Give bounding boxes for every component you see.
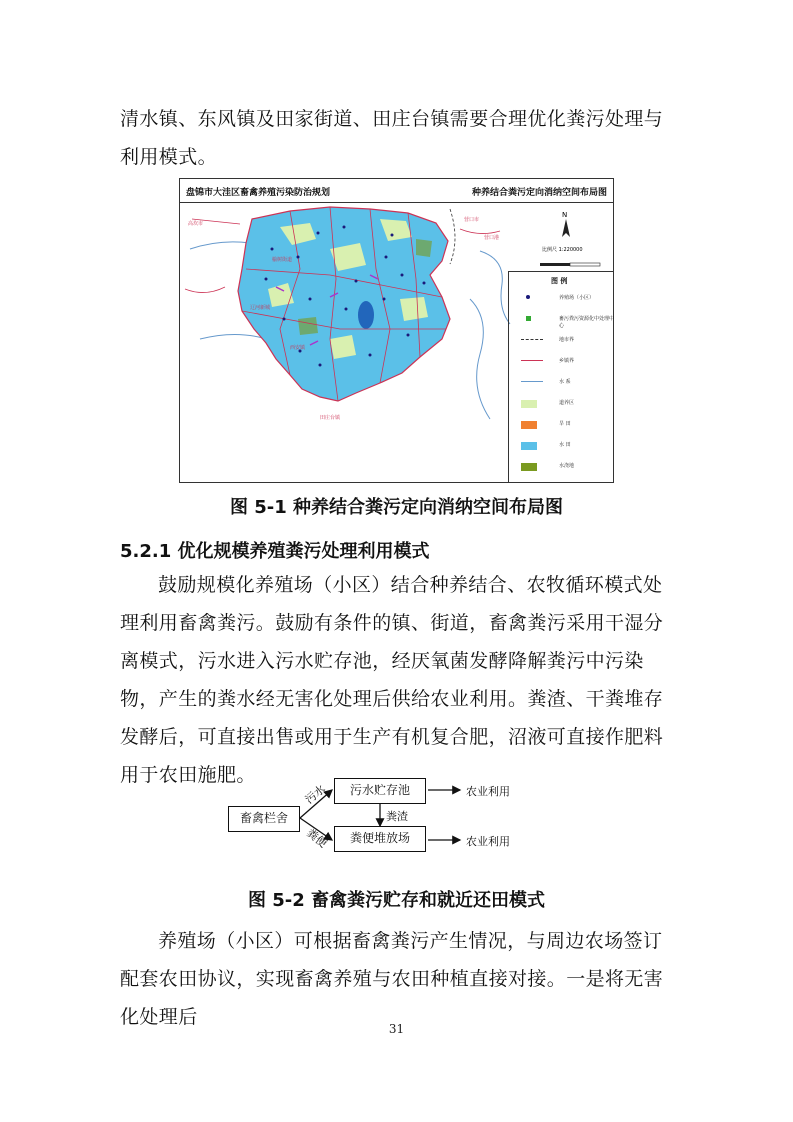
region-label: 营口港 xyxy=(484,235,500,241)
region-label: 营口市 xyxy=(464,217,480,223)
source-box: 畜禽栏舍 xyxy=(228,806,300,832)
legend-title: 图 例 xyxy=(551,277,568,285)
legend-item-label: 道养区 xyxy=(559,400,575,406)
line-symbol xyxy=(521,360,543,361)
legend-item-label: 乡镇界 xyxy=(559,358,575,364)
scale-bar xyxy=(540,246,600,266)
patch-symbol xyxy=(521,400,537,408)
svg-text:比例尺 1:220000: 比例尺 1:220000 xyxy=(542,247,583,253)
patch-symbol xyxy=(521,442,537,450)
legend-item-label: 水浇地 xyxy=(559,463,575,469)
legend-item xyxy=(509,313,615,329)
region-label: 辽河新城 xyxy=(250,305,271,311)
patch-symbol xyxy=(521,463,537,471)
square-symbol xyxy=(526,316,531,321)
intro-paragraph: 清水镇、东风镇及田家街道、田庄台镇需要合理优化粪污处理与利用模式。 xyxy=(120,108,664,168)
region-label: 田庄台镇 xyxy=(320,415,341,421)
legend-item-label: 地市界 xyxy=(559,337,575,343)
upper-box: 污水贮存池 xyxy=(334,778,426,804)
legend-panel xyxy=(508,271,614,483)
legend-item-label: 水 田 xyxy=(559,442,571,448)
paragraph-2: 养殖场（小区）可根据畜禽粪污产生情况，与周边农场签订配套农田协议，实现畜禽养殖与农田种植直接对接。一是将无害化处理后 xyxy=(120,930,664,1028)
legend-item xyxy=(509,418,615,428)
section-heading: 5.2.1 优化规模养殖粪污处理利用模式 xyxy=(120,541,430,562)
region-label: 西安镇 xyxy=(290,345,306,351)
region-label: 榆树街道 xyxy=(272,257,293,263)
map-figure xyxy=(179,178,614,483)
upper-target-label: 农业利用 xyxy=(466,785,510,798)
middle-edge-label: 粪渣 xyxy=(386,810,408,823)
legend-item-label: 畜污粪污资源化中处理中心 xyxy=(559,316,615,329)
line-symbol xyxy=(521,381,543,382)
dot-symbol xyxy=(526,295,530,299)
lower-edge-label: 粪便 xyxy=(304,826,330,851)
legend-item xyxy=(509,334,615,344)
patch-symbol xyxy=(521,421,537,429)
legend-item xyxy=(509,292,615,302)
upper-edge-label: 污水 xyxy=(302,782,328,807)
map-title-left: 盘锦市大洼区畜禽养殖污染防治规划 xyxy=(186,188,331,198)
region-label: 高坎市 xyxy=(188,221,204,227)
dashed-line-symbol xyxy=(521,339,543,340)
figure2-caption: 图 5-2 畜禽粪污贮存和就近还田模式 xyxy=(247,890,546,911)
north-arrow-icon xyxy=(562,211,570,237)
page-number: 31 xyxy=(388,1022,405,1036)
legend-item xyxy=(509,397,615,407)
legend-item-label: 旱 田 xyxy=(559,421,571,427)
lower-target-label: 农业利用 xyxy=(466,835,510,848)
paragraph-1: 鼓励规模化养殖场（小区）结合种养结合、农牧循环模式处理利用畜禽粪污。鼓励有条件的镇、街道，畜禽粪污采用干湿分离模式，污水进入污水贮存池，经厌氧菌发酵降解粪污中污染物，产生的粪水经无害化处理后供给农业利用。粪渣、干粪堆存发酵后，可直接出售或用于生产有机复合肥，沼液可直接作肥料用于农田施肥。 xyxy=(120,574,664,786)
legend-item xyxy=(509,439,615,449)
legend-item xyxy=(509,376,615,386)
legend-item-label: 水 系 xyxy=(559,379,571,385)
legend-item xyxy=(509,355,615,365)
map-title-right: 种养结合粪污定向消纳空间布局图 xyxy=(471,188,607,198)
legend-item xyxy=(509,460,615,470)
legend-item-label: 养殖场（小区） xyxy=(559,295,595,301)
lower-box: 粪便堆放场 xyxy=(334,826,426,852)
figure1-caption: 图 5-1 种养结合粪污定向消纳空间布局图 xyxy=(229,497,564,518)
flow-diagram xyxy=(228,770,548,862)
svg-text:N: N xyxy=(562,211,568,219)
